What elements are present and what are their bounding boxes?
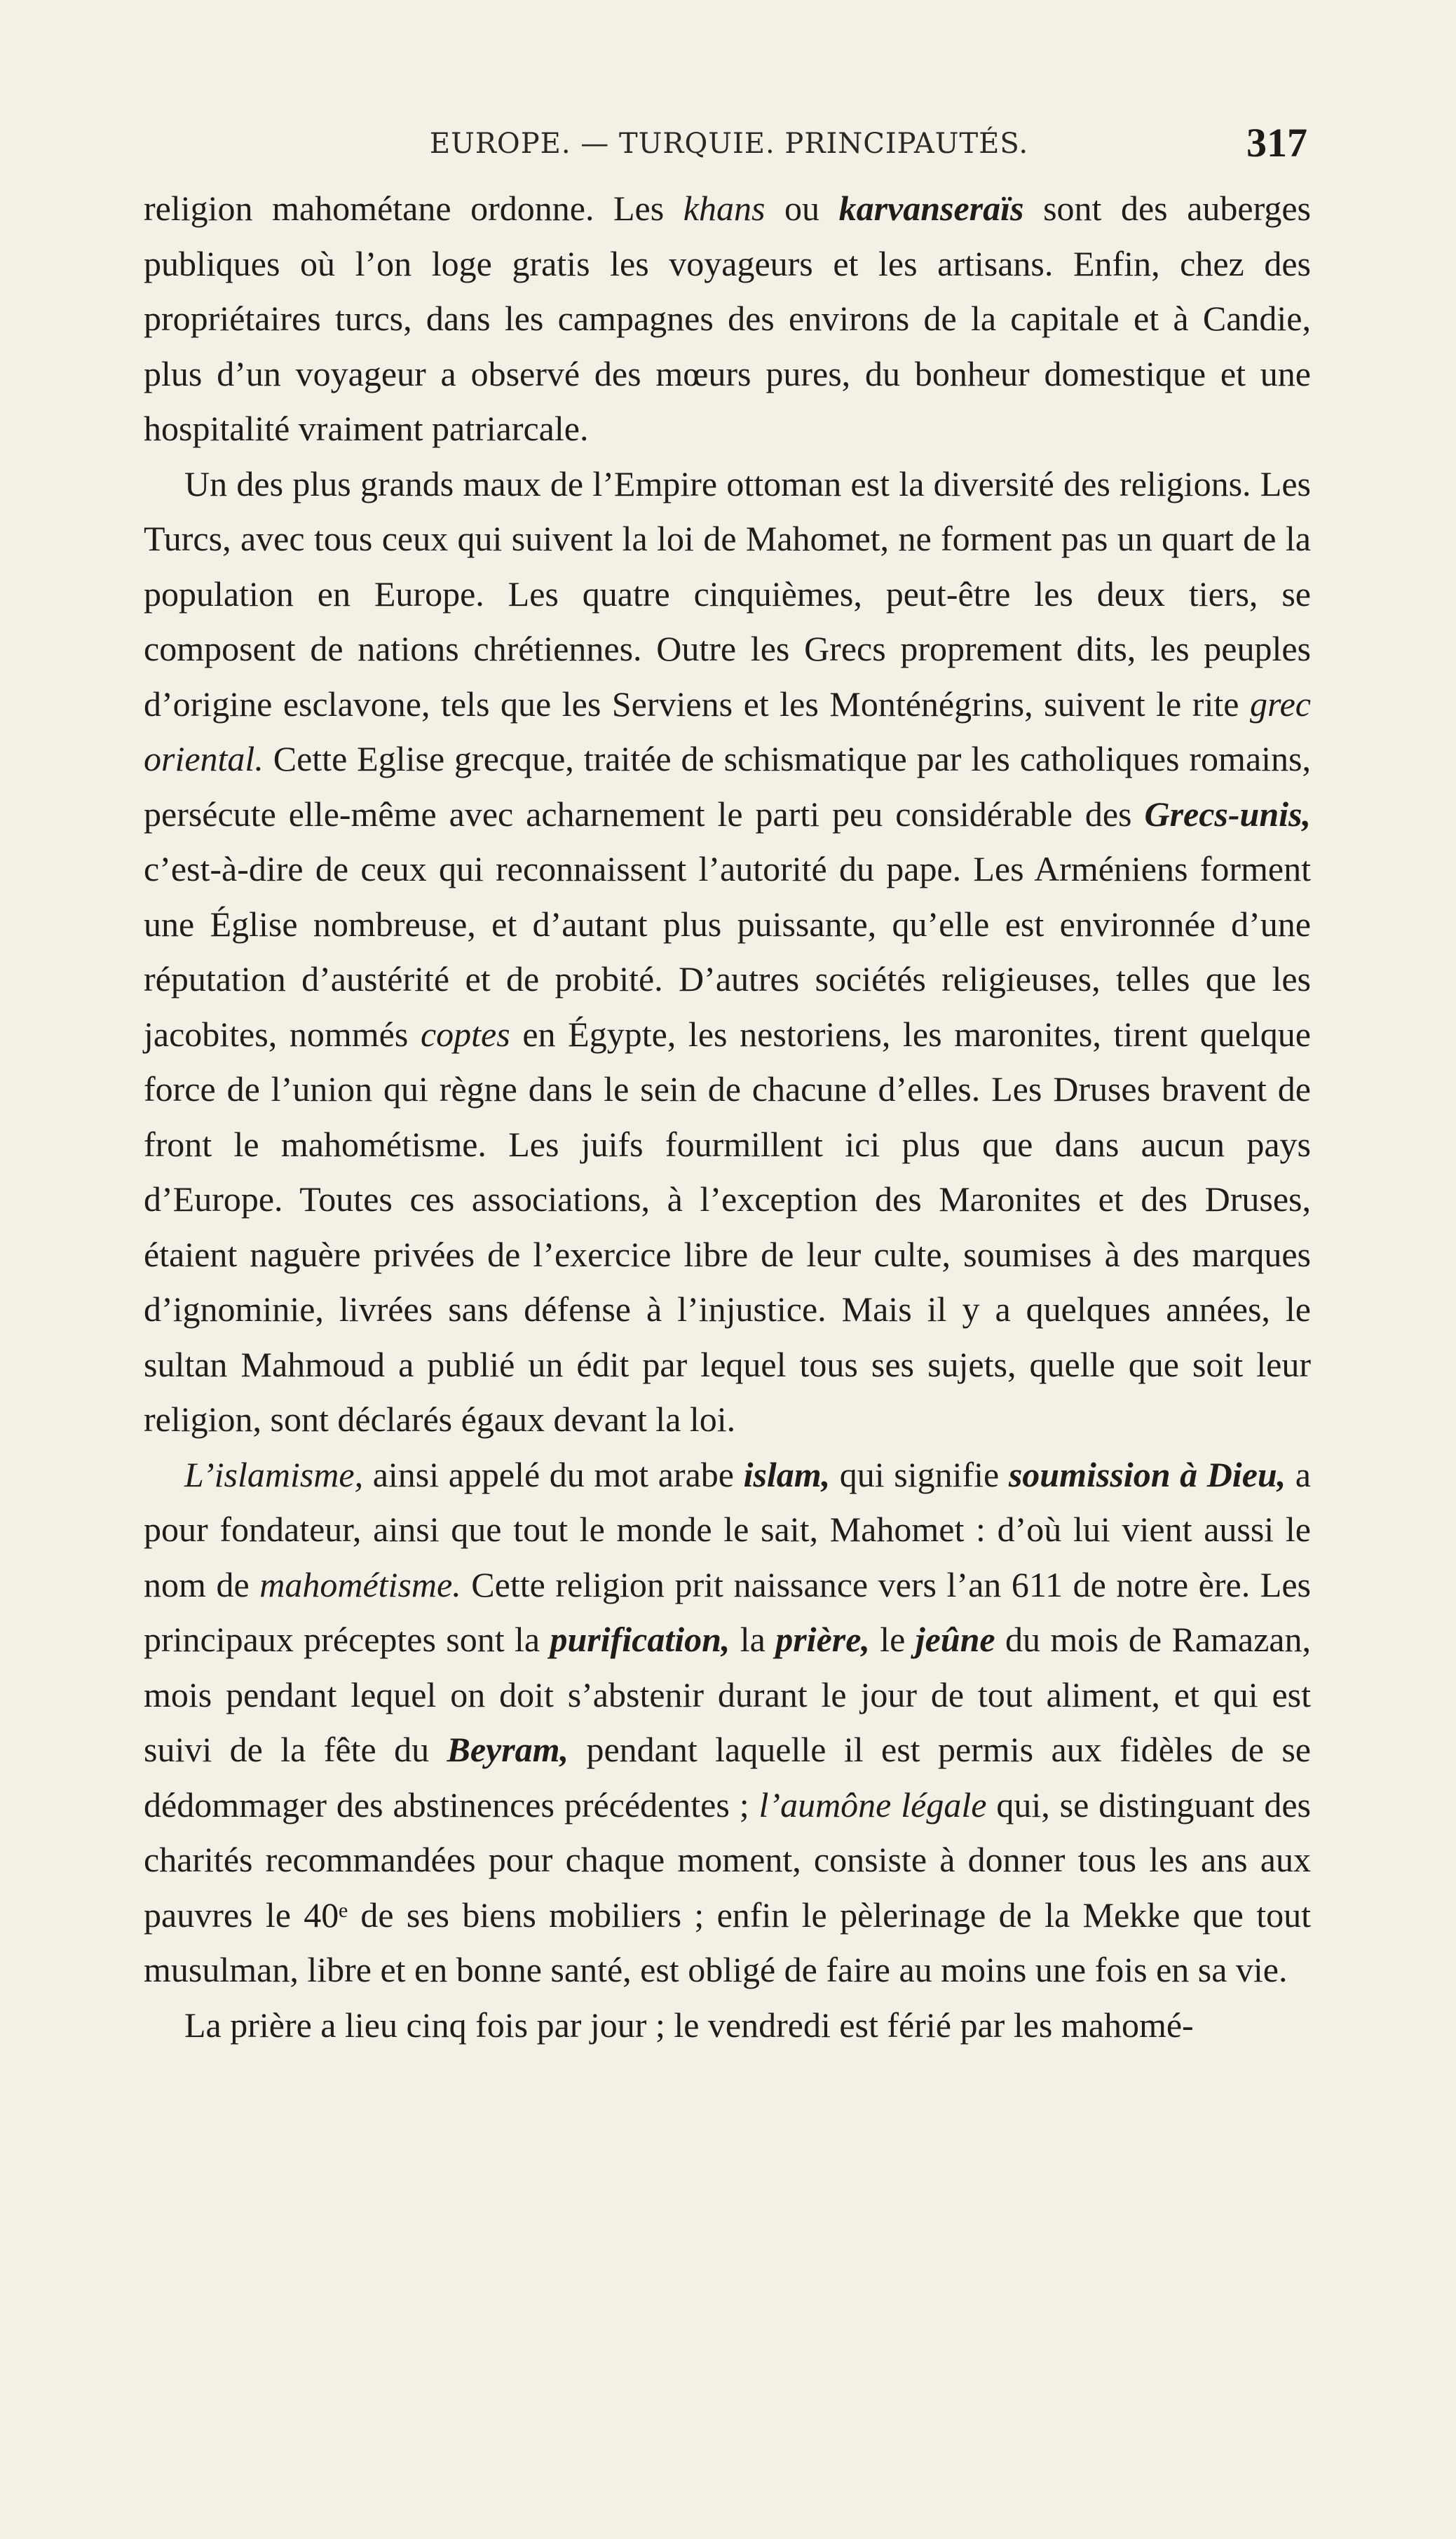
- emphasized-term: karvanseraïs: [838, 189, 1024, 228]
- paragraph: [144, 1998, 1311, 2053]
- text-run: religion mahométane ordonne. Les: [144, 189, 683, 228]
- emphasized-term: prière,: [775, 1620, 870, 1659]
- running-head: EUROPE. — TURQUIE. PRINCIPAUTÉS.: [429, 128, 1029, 160]
- text-run: qui, se distinguant des charités recommandées pour chaque moment, consiste à donner tous les ans aux pauvres le 40ᵉ de ses biens mobiliers ; enfin le pèlerinage de la Mekke que tout musulman, libre et en bonne santé, est obligé de faire au moins une fois en sa vie.: [144, 1785, 1311, 1989]
- italic-term: grec oriental.: [144, 684, 1311, 778]
- paragraph: [144, 1447, 1311, 1998]
- text-run: en Égypte, les nestoriens, les maronites, tirent quelque force de l’union qui règne dans le sein de chacune d’elles. Les Druses bravent de front le mahométisme. Les juifs fourmillent ici plus que dans aucun pays d’Europe. Toutes ces associations, à l’exception des Maronites et des Druses, étaient naguère privées de l’exercice libre de leur culte, soumises à des marques d’ignominie, livrées sans défense à l’injustice. Mais il y a quelques années, le sultan Mahmoud a publié un édit par lequel tous ses sujets, quelle que soit leur religion, sont déclarés égaux devant la loi.: [144, 1014, 1311, 1439]
- emphasized-term: Grecs-unis,: [1144, 794, 1311, 834]
- text-run: ou: [765, 189, 839, 228]
- text-run: La prière a lieu cinq fois par jour ; le vendredi est férié par les mahomé-: [184, 2005, 1194, 2045]
- text-run: Cette religion prit naissance vers l’an 611 de notre ère. Les principaux préceptes sont la: [144, 1564, 1311, 1659]
- text-run: Cette Eglise grecque, traitée de schismatique par les catholiques romains, persécute elle-même avec acharnement le parti peu considérable des: [144, 739, 1311, 834]
- emphasized-term: purification,: [550, 1620, 730, 1659]
- emphasized-term: Beyram,: [447, 1730, 569, 1769]
- text-run: la: [730, 1620, 776, 1659]
- emphasized-term: soumission à Dieu,: [1008, 1454, 1286, 1494]
- italic-term: khans: [683, 189, 766, 228]
- italic-term: l’aumône légale: [758, 1785, 987, 1824]
- text-run: qui signifie: [830, 1454, 1009, 1494]
- page-number: 317: [1246, 120, 1307, 165]
- page-header: [144, 119, 1314, 175]
- text-run: pendant laquelle il est permis aux fidèles de se dédommager des abstinences précédentes ;: [144, 1730, 1311, 1824]
- text-run: sont des auberges publiques où l’on loge gratis les voyageurs et les artisans. Enfin, chez des propriétaires turcs, dans les campagnes des environs de la capitale et à Candie, plus d’un voyageur a observé des mœurs pures, du bonheur domestique et une hospitalité vraiment patriarcale.: [144, 189, 1311, 448]
- text-run: a pour fondateur, ainsi que tout le monde le sait, Mahomet : d’où lui vient aussi le nom de: [144, 1454, 1311, 1604]
- emphasized-term: islam,: [743, 1454, 831, 1494]
- text-run: le: [869, 1620, 916, 1659]
- text-run: ainsi appelé du mot arabe: [363, 1454, 744, 1494]
- paragraph: [144, 456, 1311, 1447]
- italic-term: mahométisme.: [259, 1564, 461, 1604]
- text-run: du mois de Ramazan, mois pendant lequel on doit s’abstenir durant le jour de tout aliment, et qui est suivi de la fête du: [144, 1620, 1311, 1769]
- text-run: c’est-à-dire de ceux qui reconnaissent l’autorité du pape. Les Arméniens forment une Église nombreuse, et d’autant plus puissante, qu’elle est environnée d’une réputation d’austérité et de probité. D’autres sociétés religieuses, telles que les jacobites, nommés: [144, 849, 1311, 1054]
- italic-term: L’islamisme,: [184, 1454, 364, 1494]
- text-run: Un des plus grands maux de l’Empire ottoman est la diversité des religions. Les Turcs, avec tous ceux qui suivent la loi de Mahomet, ne forment pas un quart de la population en Europe. Les quatre cinquièmes, peut-être les deux tiers, se composent de nations chrétiennes. Outre les Grecs proprement dits, les peuples d’origine esclavone, tels que les Serviens et les Monténégrins, suivent le rite: [144, 463, 1311, 724]
- emphasized-term: jeûne: [915, 1620, 995, 1659]
- paragraph: [144, 181, 1311, 456]
- body-text: [144, 181, 1311, 2052]
- italic-term: coptes: [420, 1014, 510, 1054]
